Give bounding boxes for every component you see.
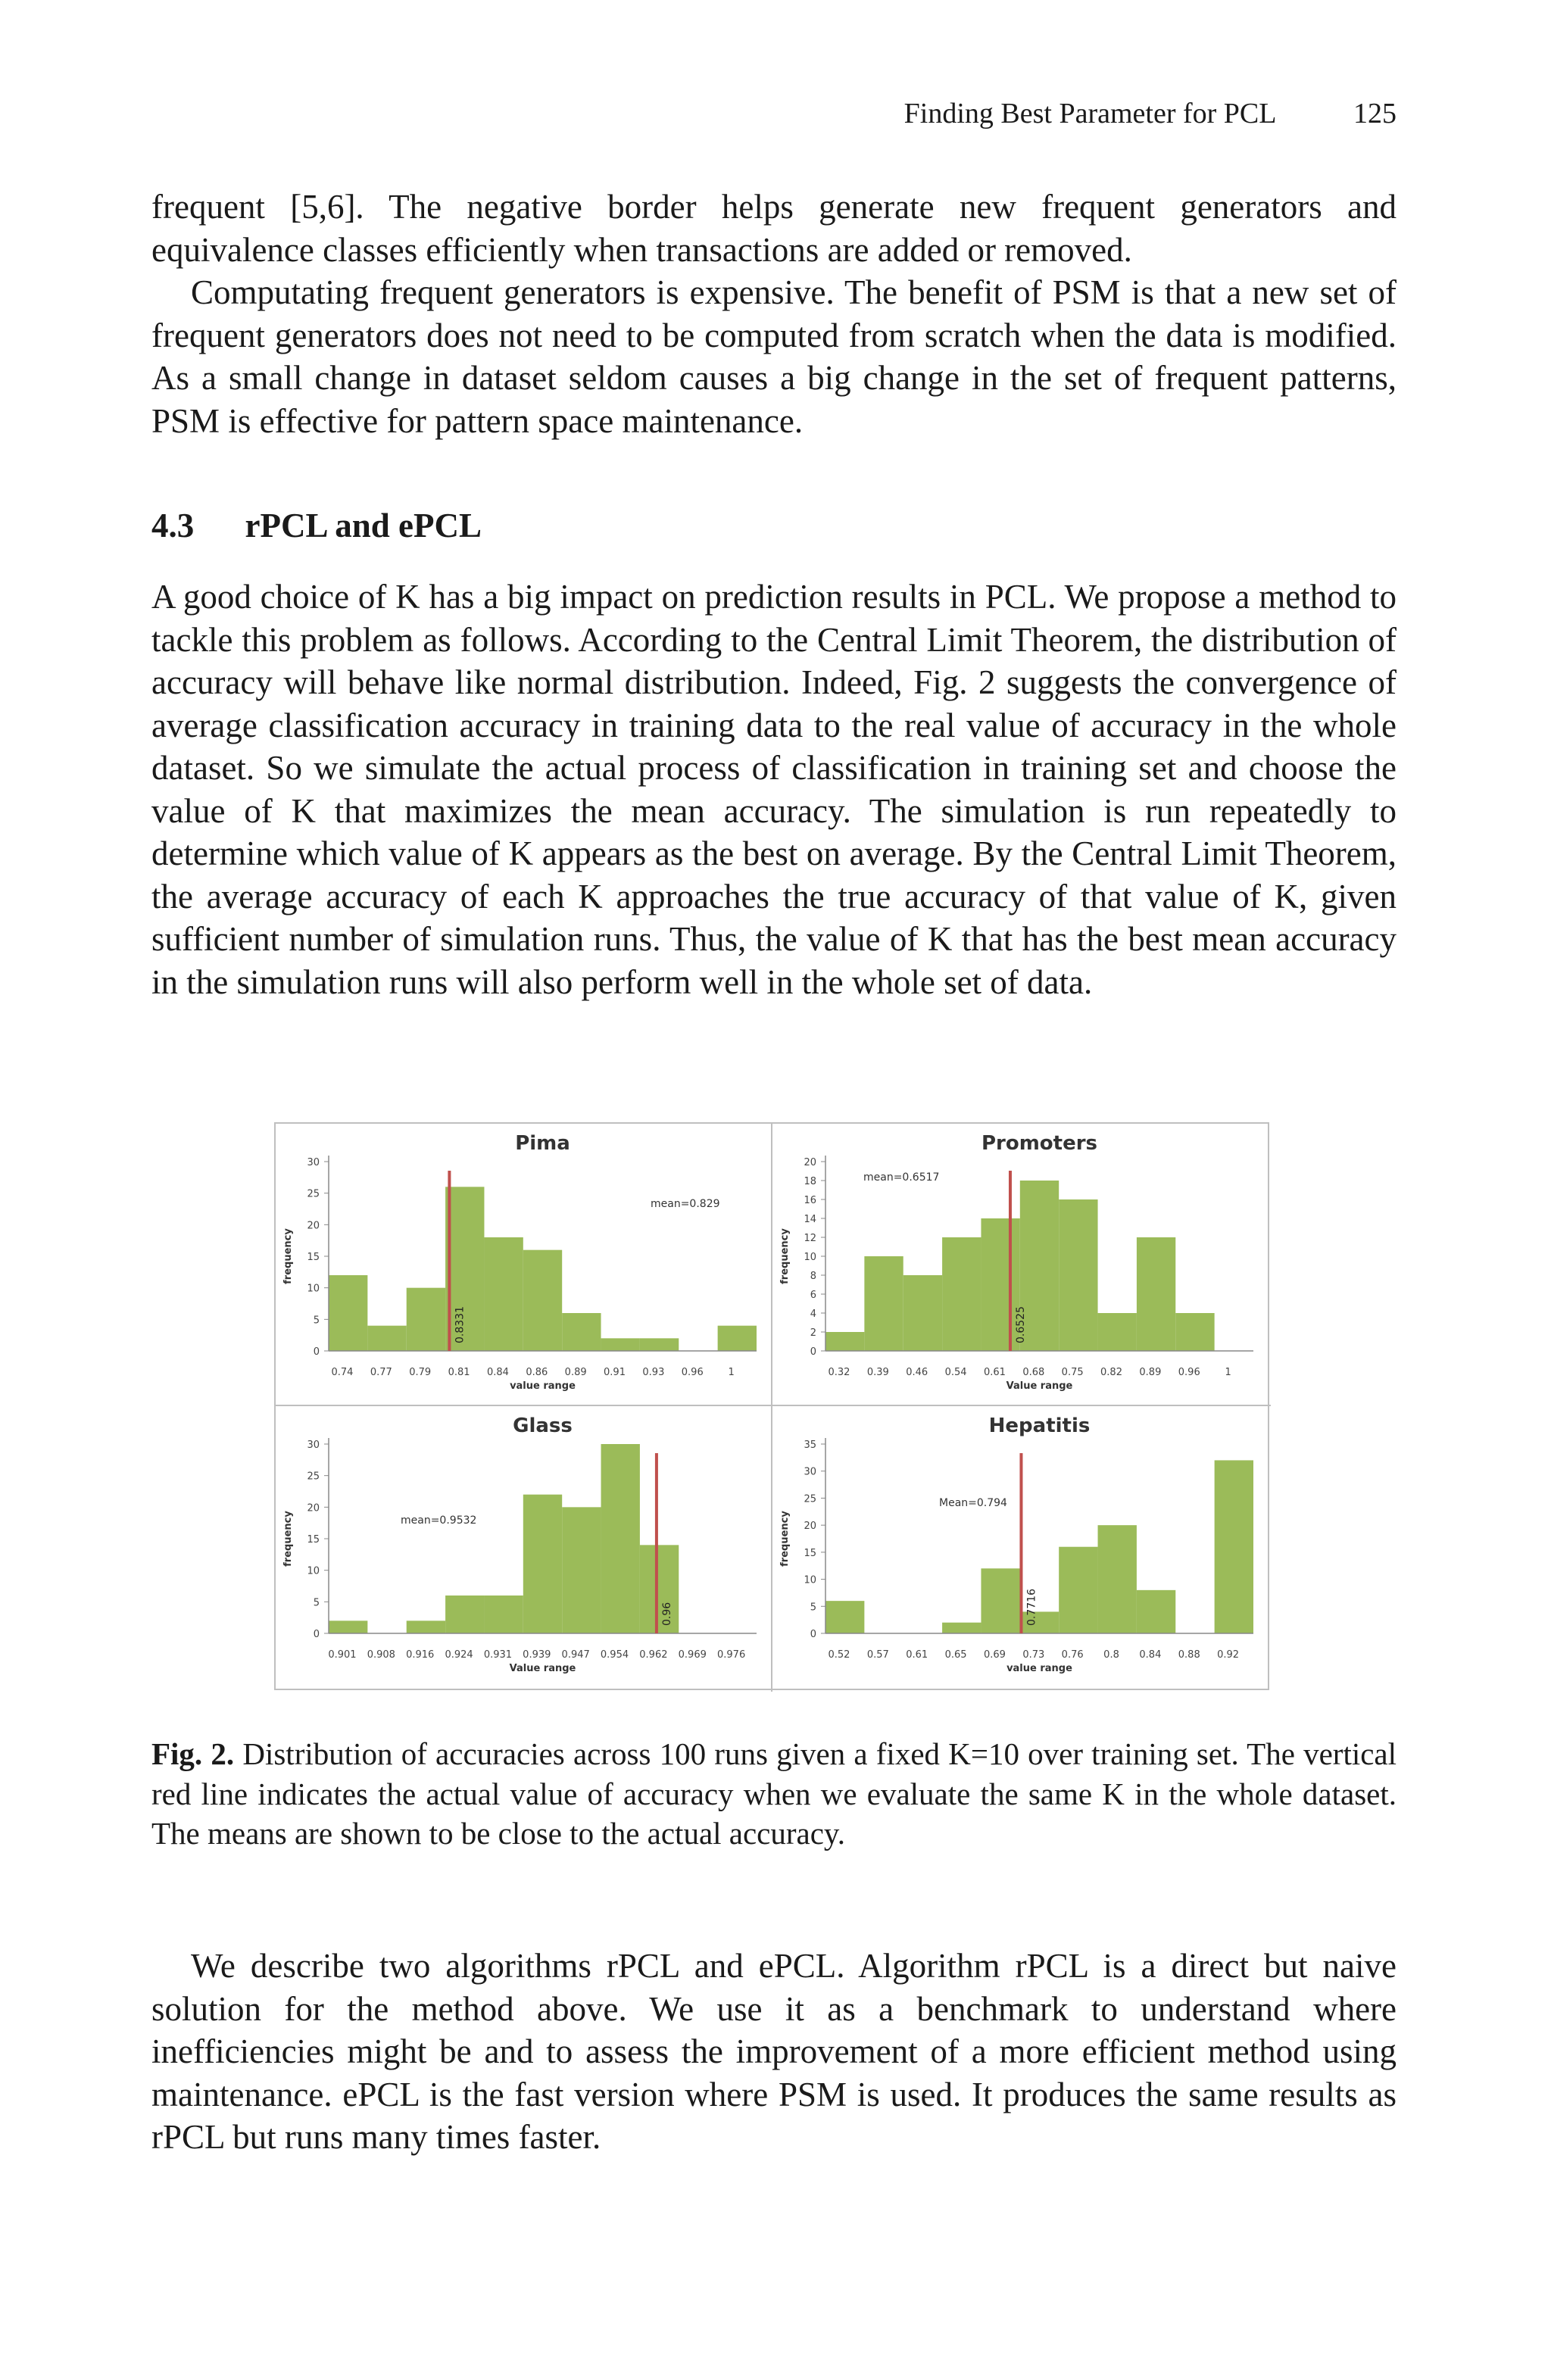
- y-tick-label: 10: [307, 1283, 320, 1295]
- x-tick-label: 0.924: [445, 1649, 473, 1661]
- section-number: 4.3: [151, 507, 195, 544]
- y-tick-label: 15: [307, 1252, 320, 1263]
- x-tick-label: 0.61: [983, 1367, 1006, 1378]
- chart-title: Glass: [513, 1415, 573, 1437]
- y-tick-label: 20: [804, 1157, 816, 1168]
- bar: [640, 1338, 679, 1351]
- y-tick-label: 30: [307, 1157, 320, 1168]
- bar: [1137, 1237, 1175, 1351]
- bar: [864, 1256, 903, 1351]
- x-tick-label: 0.54: [944, 1367, 967, 1378]
- body-block-bottom: [151, 1945, 1397, 2159]
- body-block-middle: [151, 576, 1397, 1003]
- x-tick-label: 0.84: [1139, 1649, 1162, 1661]
- x-tick-label: 0.82: [1100, 1367, 1122, 1378]
- body-block-top: [151, 186, 1397, 442]
- bar: [445, 1596, 484, 1633]
- x-tick-label: 0.76: [1061, 1649, 1084, 1661]
- y-tick-label: 2: [810, 1327, 816, 1339]
- actual-value-label: 0.96: [660, 1602, 673, 1626]
- y-tick-label: 8: [810, 1271, 816, 1282]
- y-tick-label: 0: [313, 1346, 320, 1358]
- histogram-glass: [282, 1415, 757, 1674]
- x-tick-label: 0.39: [866, 1367, 889, 1378]
- y-tick-label: 35: [804, 1440, 816, 1451]
- x-tick-label: 1: [1225, 1367, 1231, 1378]
- actual-value-label: 0.7716: [1025, 1589, 1038, 1626]
- bar: [523, 1250, 562, 1351]
- chart-title: Pima: [515, 1132, 570, 1155]
- y-tick-label: 5: [313, 1315, 320, 1327]
- x-tick-label: 0.916: [406, 1649, 435, 1661]
- x-tick-label: 0.81: [448, 1367, 470, 1378]
- histogram-pima: [282, 1132, 757, 1392]
- bar: [1137, 1590, 1175, 1633]
- x-tick-label: 0.79: [409, 1367, 432, 1378]
- bar: [407, 1620, 445, 1633]
- y-tick-label: 10: [804, 1574, 816, 1586]
- bar: [942, 1623, 981, 1633]
- mean-annotation: mean=0.6517: [863, 1171, 940, 1184]
- section-heading: [151, 506, 482, 545]
- bar: [1098, 1525, 1137, 1633]
- y-tick-label: 0: [810, 1629, 816, 1640]
- paragraph-2: Computating frequent generators is expensive. The benefit of PSM is that a new set of frequent generators does not need to be computed from scratch when the data is modified. As a small change in dataset seldom causes a big change in the set of frequent patterns, PSM is effective for pattern space maintenance.: [151, 273, 1397, 440]
- x-tick-label: 0.89: [1139, 1367, 1162, 1378]
- x-tick-label: 0.88: [1178, 1649, 1200, 1661]
- y-tick-label: 12: [804, 1233, 816, 1244]
- caption-text: Distribution of accuracies across 100 runs given a fixed K=10 over training set. The vertical red line indicates the actual value of accuracy when we evaluate the same K in the whole dataset. The means are shown to be close to the actual accuracy.: [151, 1736, 1397, 1851]
- y-tick-label: 25: [307, 1471, 320, 1483]
- actual-value-label: 0.8331: [454, 1306, 467, 1343]
- y-axis-label: frequency: [779, 1228, 791, 1284]
- x-tick-label: 0.91: [604, 1367, 626, 1378]
- x-tick-label: 0.969: [678, 1649, 707, 1661]
- histogram-hepatitis: [779, 1415, 1253, 1674]
- bar: [1059, 1547, 1097, 1633]
- bar: [562, 1507, 601, 1633]
- y-axis-label: frequency: [779, 1511, 791, 1567]
- y-tick-label: 14: [804, 1214, 816, 1225]
- bar: [601, 1444, 640, 1633]
- y-tick-label: 20: [307, 1502, 320, 1514]
- x-tick-label: 0.84: [486, 1367, 509, 1378]
- y-tick-label: 10: [804, 1252, 816, 1263]
- y-tick-label: 6: [810, 1290, 816, 1301]
- bar: [562, 1313, 601, 1351]
- y-tick-label: 20: [307, 1220, 320, 1232]
- y-axis-label: frequency: [282, 1511, 294, 1567]
- bar: [942, 1237, 981, 1351]
- x-tick-label: 0.52: [828, 1649, 850, 1661]
- x-tick-label: 0.65: [944, 1649, 967, 1661]
- figure-caption: [151, 1734, 1397, 1854]
- paragraph-1: frequent [5,6]. The negative border helps generate new frequent generators and equivalence classes efficiently when transactions are added or removed.: [151, 188, 1397, 269]
- y-tick-label: 25: [804, 1493, 816, 1505]
- x-tick-label: 0.61: [906, 1649, 928, 1661]
- bar: [484, 1237, 523, 1351]
- y-tick-label: 0: [810, 1346, 816, 1358]
- y-tick-label: 15: [307, 1534, 320, 1546]
- x-tick-label: 0.962: [639, 1649, 668, 1661]
- x-tick-label: 0.46: [906, 1367, 928, 1378]
- x-tick-label: 0.68: [1022, 1367, 1045, 1378]
- bar: [407, 1288, 445, 1351]
- paragraph-3: A good choice of K has a big impact on prediction results in PCL. We propose a method to tackle this problem as follows. According to the Central Limit Theorem, the distribution of accuracy will behave like normal distribution. Indeed, Fig. 2 suggests the convergence of average classification accuracy in training data to the real value of accuracy in the whole dataset. So we simulate the actual process of classification in training set and choose the value of K that maximizes the mean accuracy. The simulation is run repeatedly to determine which value of K appears as the best on average. By the Central Limit Theorem, the average accuracy of each K approaches the true accuracy of that value of K, given sufficient number of simulation runs. Thus, the value of K that has the best mean accuracy in the simulation runs will also perform well in the whole set of data.: [151, 578, 1397, 1001]
- chart-title: Promoters: [981, 1132, 1098, 1155]
- x-tick-label: 0.954: [600, 1649, 629, 1661]
- bar: [1215, 1460, 1253, 1633]
- x-axis-label: value range: [510, 1380, 576, 1392]
- x-tick-label: 0.86: [526, 1367, 548, 1378]
- x-tick-label: 0.92: [1217, 1649, 1240, 1661]
- x-tick-label: 0.93: [642, 1367, 665, 1378]
- figure-2: [274, 1122, 1269, 1690]
- x-tick-label: 0.8: [1103, 1649, 1119, 1661]
- y-tick-label: 0: [313, 1629, 320, 1640]
- bar: [329, 1275, 367, 1351]
- figure-label: Fig. 2.: [151, 1736, 235, 1771]
- running-title: Finding Best Parameter for PCL: [903, 98, 1277, 129]
- bar: [601, 1338, 640, 1351]
- histogram-grid: [276, 1124, 1271, 1692]
- x-tick-label: 0.939: [523, 1649, 551, 1661]
- x-axis-label: value range: [1006, 1663, 1072, 1674]
- y-axis-label: frequency: [282, 1228, 294, 1284]
- x-tick-label: 0.75: [1061, 1367, 1084, 1378]
- bar: [1059, 1199, 1097, 1351]
- paragraph-4: We describe two algorithms rPCL and ePCL. Algorithm rPCL is a direct but naive solution for the method above. We use it as a benchmark to understand where inefficiencies might be and to assess the improvement of a more efficient method using maintenance. ePCL is the fast version where PSM is used. It produces the same results as rPCL but runs many times faster.: [151, 1947, 1397, 2156]
- x-axis-label: Value range: [1006, 1380, 1073, 1392]
- x-tick-label: 0.32: [828, 1367, 850, 1378]
- running-header: [904, 97, 1397, 130]
- x-tick-label: 1: [728, 1367, 735, 1378]
- y-tick-label: 10: [307, 1565, 320, 1577]
- y-tick-label: 20: [804, 1521, 816, 1533]
- bar: [825, 1601, 864, 1633]
- bar: [484, 1596, 523, 1633]
- actual-value-label: 0.6525: [1014, 1306, 1027, 1343]
- y-tick-label: 5: [810, 1602, 816, 1614]
- chart-title: Hepatitis: [988, 1415, 1091, 1437]
- x-tick-label: 0.96: [681, 1367, 704, 1378]
- x-tick-label: 0.89: [564, 1367, 587, 1378]
- mean-annotation: mean=0.829: [651, 1198, 720, 1210]
- x-tick-label: 0.908: [367, 1649, 395, 1661]
- bar: [718, 1326, 757, 1351]
- x-tick-label: 0.69: [983, 1649, 1006, 1661]
- x-tick-label: 0.931: [483, 1649, 513, 1661]
- y-tick-label: 16: [804, 1195, 816, 1206]
- x-tick-label: 0.74: [331, 1367, 354, 1378]
- y-tick-label: 25: [307, 1188, 320, 1200]
- y-tick-label: 5: [313, 1597, 320, 1609]
- section-title: rPCL and ePCL: [245, 507, 482, 544]
- bar: [329, 1620, 367, 1633]
- x-axis-label: Value range: [509, 1663, 576, 1674]
- y-tick-label: 4: [810, 1309, 816, 1320]
- page-number: 125: [1353, 98, 1397, 129]
- x-tick-label: 0.96: [1178, 1367, 1200, 1378]
- x-tick-label: 0.901: [328, 1649, 357, 1661]
- x-tick-label: 0.976: [717, 1649, 746, 1661]
- x-tick-label: 0.947: [561, 1649, 590, 1661]
- mean-annotation: mean=0.9532: [401, 1514, 477, 1527]
- bar: [523, 1495, 562, 1633]
- x-tick-label: 0.77: [370, 1367, 392, 1378]
- y-tick-label: 30: [307, 1440, 320, 1451]
- bar: [825, 1332, 864, 1351]
- histogram-promoters: [779, 1132, 1253, 1392]
- y-tick-label: 30: [804, 1466, 816, 1478]
- bar: [1098, 1313, 1137, 1351]
- bar: [367, 1326, 406, 1351]
- bar: [981, 1568, 1019, 1633]
- y-tick-label: 15: [804, 1547, 816, 1559]
- x-tick-label: 0.57: [866, 1649, 889, 1661]
- bar: [903, 1275, 942, 1351]
- bar: [1175, 1313, 1214, 1351]
- y-tick-label: 18: [804, 1176, 816, 1187]
- x-tick-label: 0.73: [1022, 1649, 1045, 1661]
- mean-annotation: Mean=0.794: [939, 1497, 1007, 1509]
